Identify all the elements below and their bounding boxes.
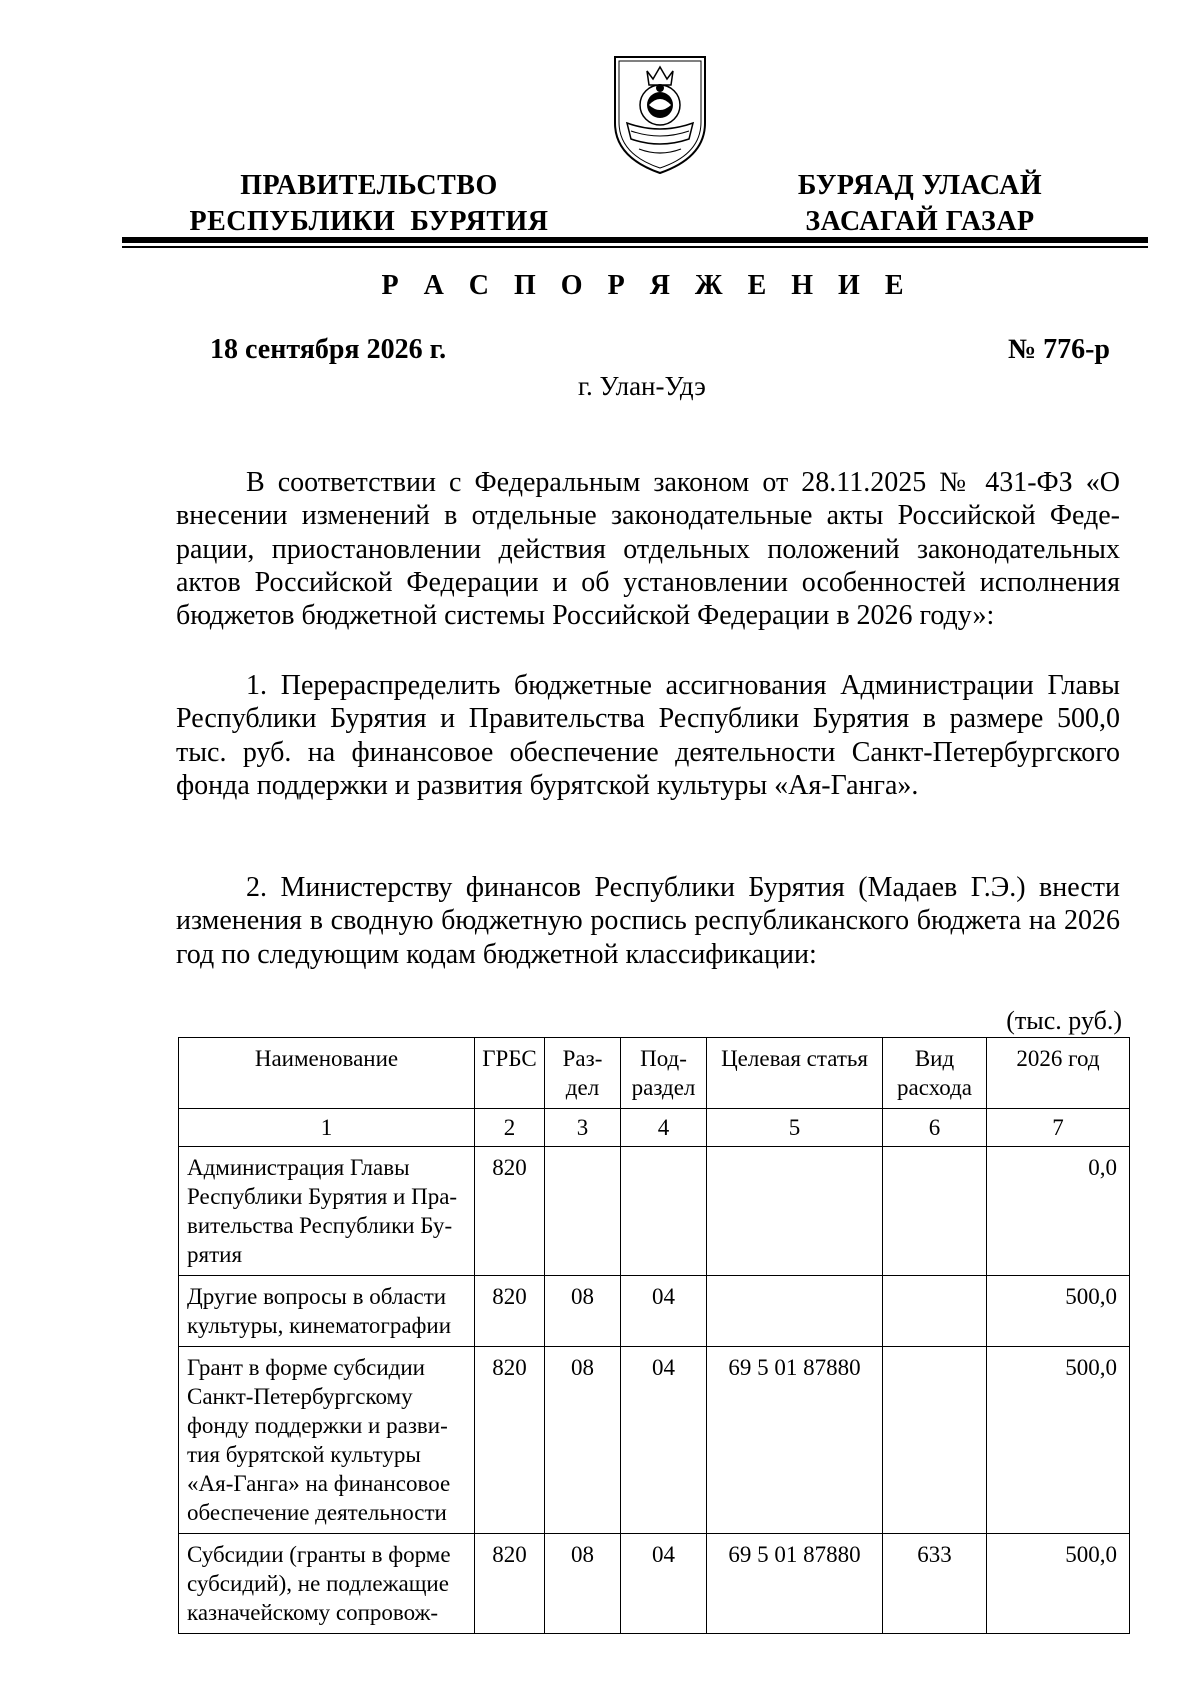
table-row (179, 1534, 1130, 1634)
document-type: Р А С П О Р Я Ж Е Н И Е (381, 270, 913, 301)
cell-name: Администрация Главы Республики Бурятия и Правительства Республики Бурятия (179, 1147, 475, 1276)
table-row (179, 1276, 1130, 1347)
header-target: Целевая статья (707, 1038, 883, 1109)
header-podrazdel: Под-раздел (621, 1038, 707, 1109)
cell-grbs: 820 (475, 1534, 545, 1634)
cell-amount: 0,0 (987, 1147, 1130, 1276)
cell-target: 69 5 01 87880 (707, 1347, 883, 1534)
paragraph-item-1-text: 1. Перераспределить бюджетные ассигнования Администрации Главы Республики Бурятия и Правительства Республики Бурятия в размере 500,0 тыс. руб. на финансовое обеспечение деятельности Санкт-Петербургского фонда поддержки и развития бурятской культуры «Ая-Ганга». (176, 670, 1120, 801)
cell-razdel: 08 (545, 1347, 621, 1534)
cell-name: Другие вопросы в области культуры, кинематографии (179, 1276, 475, 1347)
cell-name: Субсидии (гранты в форме субсидий), не подлежащие казначейскому сопровож- (179, 1534, 475, 1634)
cell-grbs: 820 (475, 1347, 545, 1534)
paragraph-preamble-text: В соответствии с Федеральным законом от 28.11.2025 № 431-ФЗ «О внесении изменений в отдельные законодательные акты Российской Федерации, приостановлении действия отдельных положений законодательных актов Российской Федерации и об установлении особенностей исполнения бюджетов бюджетной системы Российской Федерации в 2026 году»: (176, 467, 1120, 632)
cell-amount: 500,0 (987, 1534, 1130, 1634)
paragraph-item-2 (176, 871, 1120, 971)
cell-razdel: 08 (545, 1534, 621, 1634)
paragraph-item-2-text: 2. Министерству финансов Республики Бурятия (Мадаев Г.Э.) внести изменения в сводную бюджетную роспись республиканского бюджета на 2026 год по следующим кодам бюджетной классификации: (176, 872, 1120, 970)
coat-of-arms-buryatia-icon (609, 53, 711, 175)
cell-vid (883, 1147, 987, 1276)
government-name-buryat-line2: ЗАСАГАЙ ГАЗАР (805, 206, 1035, 237)
paragraph-item-1 (176, 669, 1120, 802)
cell-podrazdel: 04 (621, 1534, 707, 1634)
government-name-buryat-line1: БУРЯАД УЛАСАЙ (797, 170, 1043, 201)
cell-vid: 633 (883, 1534, 987, 1634)
header-year: 2026 год (987, 1038, 1130, 1109)
column-number: 5 (707, 1109, 883, 1147)
header-vid: Вид расхода (883, 1038, 987, 1109)
column-number: 2 (475, 1109, 545, 1147)
column-number: 7 (987, 1109, 1130, 1147)
cell-target (707, 1147, 883, 1276)
cell-amount: 500,0 (987, 1276, 1130, 1347)
cell-grbs: 820 (475, 1147, 545, 1276)
table-header-row (179, 1038, 1130, 1109)
table-units: (тыс. руб.) (1006, 1006, 1122, 1035)
column-number: 1 (179, 1109, 475, 1147)
government-name-line1: ПРАВИТЕЛЬСТВО (240, 170, 498, 201)
header-name: Наименование (179, 1038, 475, 1109)
government-name-buryat (770, 168, 1070, 240)
header-divider-thick (122, 237, 1148, 243)
cell-podrazdel: 04 (621, 1347, 707, 1534)
cell-podrazdel (621, 1147, 707, 1276)
table-column-numbers-row (179, 1109, 1130, 1147)
table-row (179, 1147, 1130, 1276)
document-date: 18 сентября 2026 г. (210, 334, 447, 365)
government-name-russian (160, 168, 578, 240)
cell-razdel: 08 (545, 1276, 621, 1347)
government-name-line2: РЕСПУБЛИКИ БУРЯТИЯ (189, 206, 549, 237)
header-razdel: Раз-дел (545, 1038, 621, 1109)
cell-razdel (545, 1147, 621, 1276)
table-row (179, 1347, 1130, 1534)
cell-vid (883, 1347, 987, 1534)
column-number: 6 (883, 1109, 987, 1147)
header-divider-thin (122, 246, 1148, 248)
document-number: № 776-р (1007, 334, 1110, 365)
column-number: 3 (545, 1109, 621, 1147)
cell-grbs: 820 (475, 1276, 545, 1347)
budget-table (178, 1037, 1130, 1634)
cell-vid (883, 1276, 987, 1347)
cell-name: Грант в форме субсидии Санкт-Петербургскому фонду поддержки и развития бурятской культуры «Ая-Ганга» на финансовое обеспечение деятельности (179, 1347, 475, 1534)
cell-target: 69 5 01 87880 (707, 1534, 883, 1634)
cell-podrazdel: 04 (621, 1276, 707, 1347)
cell-amount: 500,0 (987, 1347, 1130, 1534)
paragraph-preamble (176, 466, 1120, 632)
column-number: 4 (621, 1109, 707, 1147)
header-grbs: ГРБС (475, 1038, 545, 1109)
document-city: г. Улан-Удэ (578, 371, 706, 401)
cell-target (707, 1276, 883, 1347)
